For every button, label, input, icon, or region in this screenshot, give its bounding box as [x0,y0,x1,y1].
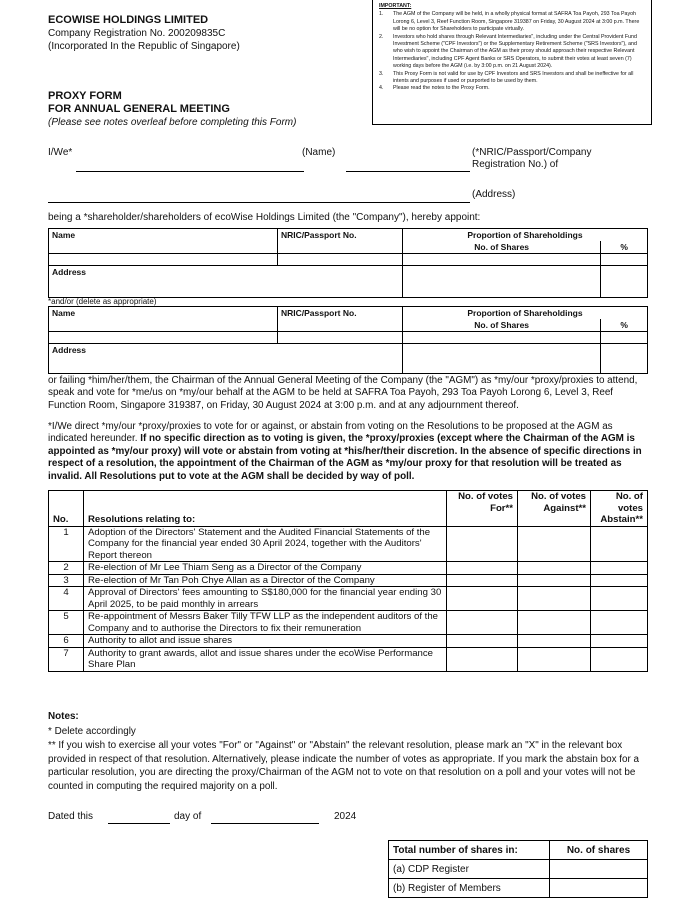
vote-against-cell[interactable] [518,526,591,562]
resolution-number: 1 [49,526,84,562]
important-item: 4. Please read the notes to the Proxy Form. [379,85,490,92]
company-name: ECOWISE HOLDINGS LIMITED [48,14,209,26]
proxy-pct-cell[interactable] [601,266,648,298]
important-item: 3. This Proxy Form is not valid for use by CPF Investors and SRS Investors and shall be ineffective for all intents and purposes if used or purported to be used by them. [379,70,634,85]
proxy-shares-header: No. of Shares [403,241,601,254]
company-registration: Company Registration No. 200209835C [48,28,226,39]
failing-paragraph: or failing *him/her/them, the Chairman of the Annual General Meeting of the Company (the "AGM") as *my/our *proxy/proxies to attend, speak and vote for *me/us on *my/our behalf at the AGM to be held at SAFRA Toa Payoh, 293 Toa Payoh Lorong 6, Level 3, Reef Function Room, Singapore 319387, on Friday, 30 August 2024 at 3:00 p.m. and at any adjournment thereof. [48,375,638,411]
res-abstain-header: No. of votes Abstain** [591,491,648,527]
vote-against-cell[interactable] [518,562,591,575]
iwe-label: I/We* [48,147,73,158]
vote-against-cell[interactable] [518,574,591,587]
name-input-line[interactable] [76,171,304,172]
proxy-shares-cell[interactable] [403,332,601,344]
vote-abstain-cell[interactable] [591,611,648,635]
proxy-shares-cell[interactable] [403,254,601,266]
resolution-text: Re-election of Mr Lee Thiam Seng as a Director of the Company [84,562,447,575]
proxy-shares-header: No. of Shares [403,319,601,332]
vote-abstain-cell[interactable] [591,647,648,671]
resolution-row [49,574,648,587]
res-against-header: No. of votes Against** [518,491,591,527]
being-text: being a *shareholder/shareholders of ecoWise Holdings Limited (the "Company"), hereby appoint: [48,212,481,223]
proxy-proportion-header: Proportion of Shareholdings [403,229,648,242]
resolution-text: Approval of Directors' fees amounting to S$180,000 for the financial year ending 30 April 2025, to be paid monthly in arrears [84,587,447,611]
proxy-pct-header: % [601,241,648,254]
notes-title: Notes: [48,711,79,722]
nric-label: (*NRIC/Passport/Company [472,147,592,158]
proxy-nric-header: NRIC/Passport No. [278,307,403,332]
resolution-row [49,587,648,611]
company-incorporation: (Incorporated In the Republic of Singapore) [48,41,240,52]
proxy-nric-header: NRIC/Passport No. [278,229,403,254]
proxy-shares-cell[interactable] [403,266,601,298]
proxy-name-header: Name [49,229,278,254]
form-title: PROXY FORM [48,90,122,102]
resolution-number: 6 [49,635,84,648]
vote-for-cell[interactable] [447,574,518,587]
cdp-shares-cell[interactable] [550,860,648,879]
members-register-label: (b) Register of Members [389,879,550,898]
day-of-label: day of [174,811,202,822]
proxy-address-cell[interactable]: Address [49,266,403,298]
vote-against-cell[interactable] [518,611,591,635]
address-input-line[interactable] [48,202,470,203]
name-label: (Name) [302,147,336,158]
cdp-register-label: (a) CDP Register [389,860,550,879]
notes-item-2: ** If you wish to exercise all your votes "For" or "Against" or "Abstain" the relevant resolution, please mark an "X" in the relevant box provided in respect of that resolution. Alternatively, please indicate the number of votes as appropriate. If you mark the abstain box for a particular resolution, you are directing the proxy/Chairman of the AGM not to vote on that resolution on a poll and your votes will not be counted in computing the required majority on a poll. [48,740,640,792]
important-item: 2. Investors who hold shares through Relevant Intermediaries", including under the Central Provident Fund Investment Scheme ("CPF Investors") or the Supplementary Retirement Scheme ("SRS Investors"), and who wish to appoint the Chairman of the AGM as their proxy should approach their respective Relevant Intermediaries", including CPF Agent Banks or SRS Operators, to submit their votes at least seven (7) working days before the AGM (i.e. by 3:00 p.m. on 21 August 2024). [379,33,637,70]
vote-abstain-cell[interactable] [591,574,648,587]
res-no-header: No. [49,491,84,527]
vote-for-cell[interactable] [447,562,518,575]
vote-abstain-cell[interactable] [591,587,648,611]
proxy-name-cell[interactable] [49,332,278,344]
important-title: IMPORTANT: [379,3,412,9]
notes-item-1: * Delete accordingly [48,726,136,737]
vote-for-cell[interactable] [447,635,518,648]
day-input-line[interactable] [108,823,170,824]
proxy-pct-header: % [601,319,648,332]
vote-abstain-cell[interactable] [591,635,648,648]
year-label: 2024 [334,811,357,822]
resolution-row [49,562,648,575]
month-input-line[interactable] [211,823,319,824]
resolution-row [49,635,648,648]
proxy-pct-cell[interactable] [601,344,648,374]
resolution-number: 4 [49,587,84,611]
resolution-row [49,647,648,671]
vote-against-cell[interactable] [518,635,591,648]
resolution-text: Authority to grant awards, allot and issue shares under the ecoWise Performance Share Plan [84,647,447,671]
resolution-text: Re-appointment of Messrs Baker Tilly TFW LLP as the independent auditors of the Company and to authorise the Directors to fix their remuneration [84,611,447,635]
resolution-number: 3 [49,574,84,587]
vote-for-cell[interactable] [447,587,518,611]
proxy-nric-cell[interactable] [278,332,403,344]
vote-against-cell[interactable] [518,587,591,611]
resolutions-table [48,490,648,672]
nric-label-2: Registration No.) of [472,159,559,170]
res-for-header: No. of votes For** [447,491,518,527]
vote-for-cell[interactable] [447,647,518,671]
form-note: (Please see notes overleaf before completing this Form) [48,117,297,128]
resolution-text: Adoption of the Directors' Statement and the Audited Financial Statements of the Company for the financial year ended 30 April 2024, together with the Auditors' Report thereon [84,526,447,562]
res-text-header: Resolutions relating to: [84,491,447,527]
dated-label: Dated this [48,811,94,822]
proxy-nric-cell[interactable] [278,254,403,266]
proxy-address-cell[interactable]: Address [49,344,403,374]
vote-for-cell[interactable] [447,526,518,562]
resolution-text: Re-election of Mr Tan Poh Chye Allan as a Director of the Company [84,574,447,587]
important-box [372,0,652,125]
address-label: (Address) [472,189,516,200]
resolution-text: Authority to allot and issue shares [84,635,447,648]
proxy-name-header: Name [49,307,278,332]
form-subtitle: FOR ANNUAL GENERAL MEETING [48,103,230,115]
direction-bold: If no specific direction as to voting is given, the *proxy/proxies (except where the Chairman of the AGM is appointed as *my/our proxy) will vote or abstain from voting at *his/her/their discretion. In the absence of specific directions in respect of a resolution, the appointment of the Chairman of the AGM as *my/our proxy for that resolution will be treated as invalid. All Resolutions put to vote at the AGM shall be decided by way of poll. [48,433,642,482]
proxy-table-1 [48,228,648,298]
proxy-pct-cell[interactable] [601,254,648,266]
andor-note: *and/or (delete as appropriate) [48,297,157,306]
vote-abstain-cell[interactable] [591,526,648,562]
direction-paragraph [48,421,648,483]
proxy-name-cell[interactable] [49,254,278,266]
resolution-number: 7 [49,647,84,671]
proxy-pct-cell[interactable] [601,332,648,344]
vote-abstain-cell[interactable] [591,562,648,575]
proxy-shares-cell[interactable] [403,344,601,374]
nric-input-line[interactable] [346,171,470,172]
important-item: 1. The AGM of the Company will be held, in a wholly physical format at SAFRA Toa Payoh, 293 Toa Payoh Lorong 6, Level 3, Reef Function Room, Singapore 319387 on Friday, 30 August 2024 at 3:00 p.m. There will be no option for Shareholders to participate virtually. [379,11,640,33]
proxy-table-2 [48,306,648,374]
proxy-proportion-header: Proportion of Shareholdings [403,307,648,320]
resolution-row [49,526,648,562]
direction-normal: *I/We direct *my/our *proxy/proxies to vote for or against, or abstain from voting on the Resolutions to be proposed at the AGM as indicated hereunder. [48,421,613,445]
resolution-row [49,611,648,635]
shares-total-header: Total number of shares in: [389,841,550,860]
vote-against-cell[interactable] [518,647,591,671]
shares-table [388,840,648,898]
resolution-number: 5 [49,611,84,635]
shares-no-header: No. of shares [550,841,648,860]
vote-for-cell[interactable] [447,611,518,635]
members-shares-cell[interactable] [550,879,648,898]
resolution-number: 2 [49,562,84,575]
